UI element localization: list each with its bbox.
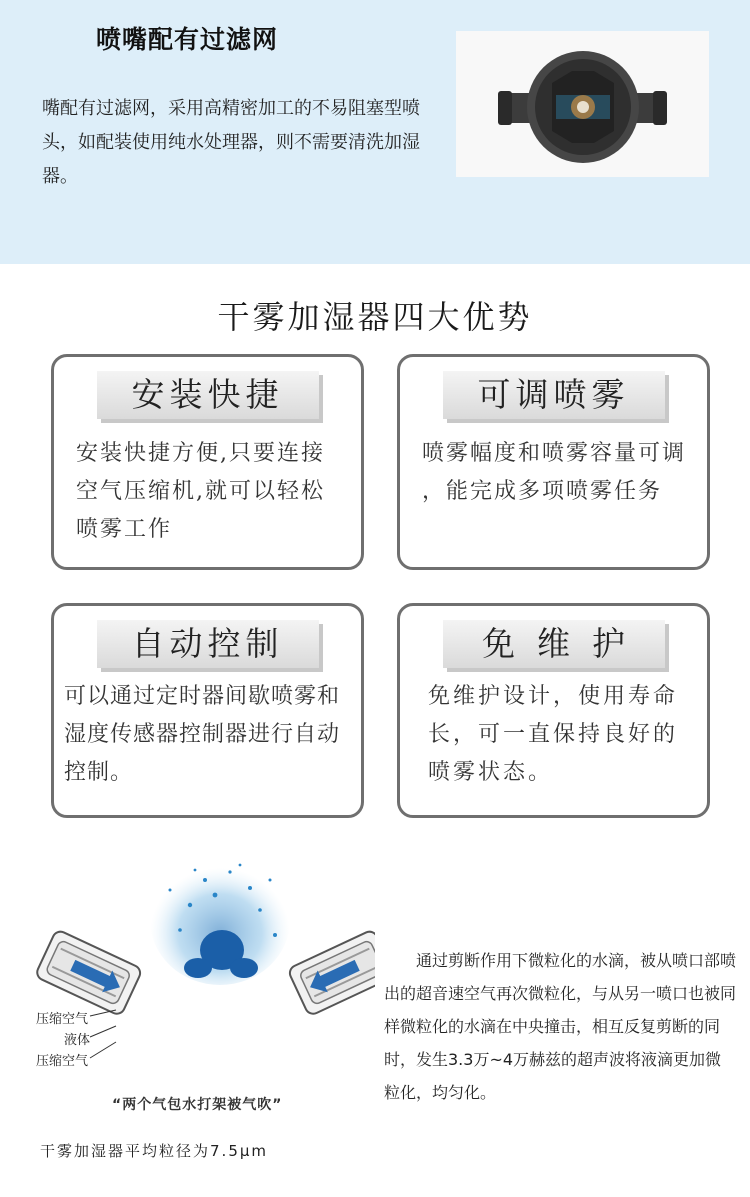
advantage-card-maintenance-free [397, 603, 710, 818]
label-compressed-air-top: 压缩空气 [36, 1012, 89, 1027]
particle-size-note: 干雾加湿器平均粒径为7.5μm [40, 1142, 269, 1160]
advantage-card-label: 安装快捷 [97, 371, 319, 419]
filter-title: 喷嘴配有过滤网 [96, 25, 279, 54]
atomization-explanation: 通过剪断作用下微粒化的水滴，被从喷口部喷出的超音速空气再次微粒化，与从另一喷口也被同样微粒化的水滴在中央撞击，相互反复剪断的同时，发生3.3万~4万赫兹的超声波将液滴更加微粒化，均匀化。 [384, 951, 737, 1102]
advantage-card-text: 可以通过定时器间歇喷雾和湿度传感器控制器进行自动控制。 [64, 684, 341, 785]
advantage-card-text: 喷雾幅度和喷雾容量可调 ，能完成多项喷雾任务 [422, 441, 687, 504]
advantage-card-adjustable-spray [397, 354, 710, 570]
nozzle-filter-photo [456, 31, 709, 177]
advantage-card-text: 免维护设计，使用寿命长，可一直保持良好的喷雾状态。 [428, 684, 679, 785]
advantage-card-text: 安装快捷方便,只要连接空气压缩机,就可以轻松喷雾工作 [76, 441, 325, 542]
diagram-caption: “两个气包水打架被气吹” [112, 1097, 283, 1113]
advantage-card-label: 免维护 [443, 620, 665, 668]
advantage-card-label: 自动控制 [97, 620, 319, 668]
filter-description: 嘴配有过滤网，采用高精密加工的不易阻塞型喷头，如配装使用纯水处理器，则不需要清洗加湿器。 [42, 98, 420, 187]
label-compressed-air-bottom: 压缩空气 [36, 1054, 89, 1069]
advantage-card-label: 可调喷雾 [443, 371, 665, 419]
advantage-card-auto-control [51, 603, 364, 818]
advantage-card-easy-install [51, 354, 364, 570]
advantages-title: 干雾加湿器四大优势 [217, 298, 533, 336]
label-liquid: 液体 [64, 1033, 91, 1048]
